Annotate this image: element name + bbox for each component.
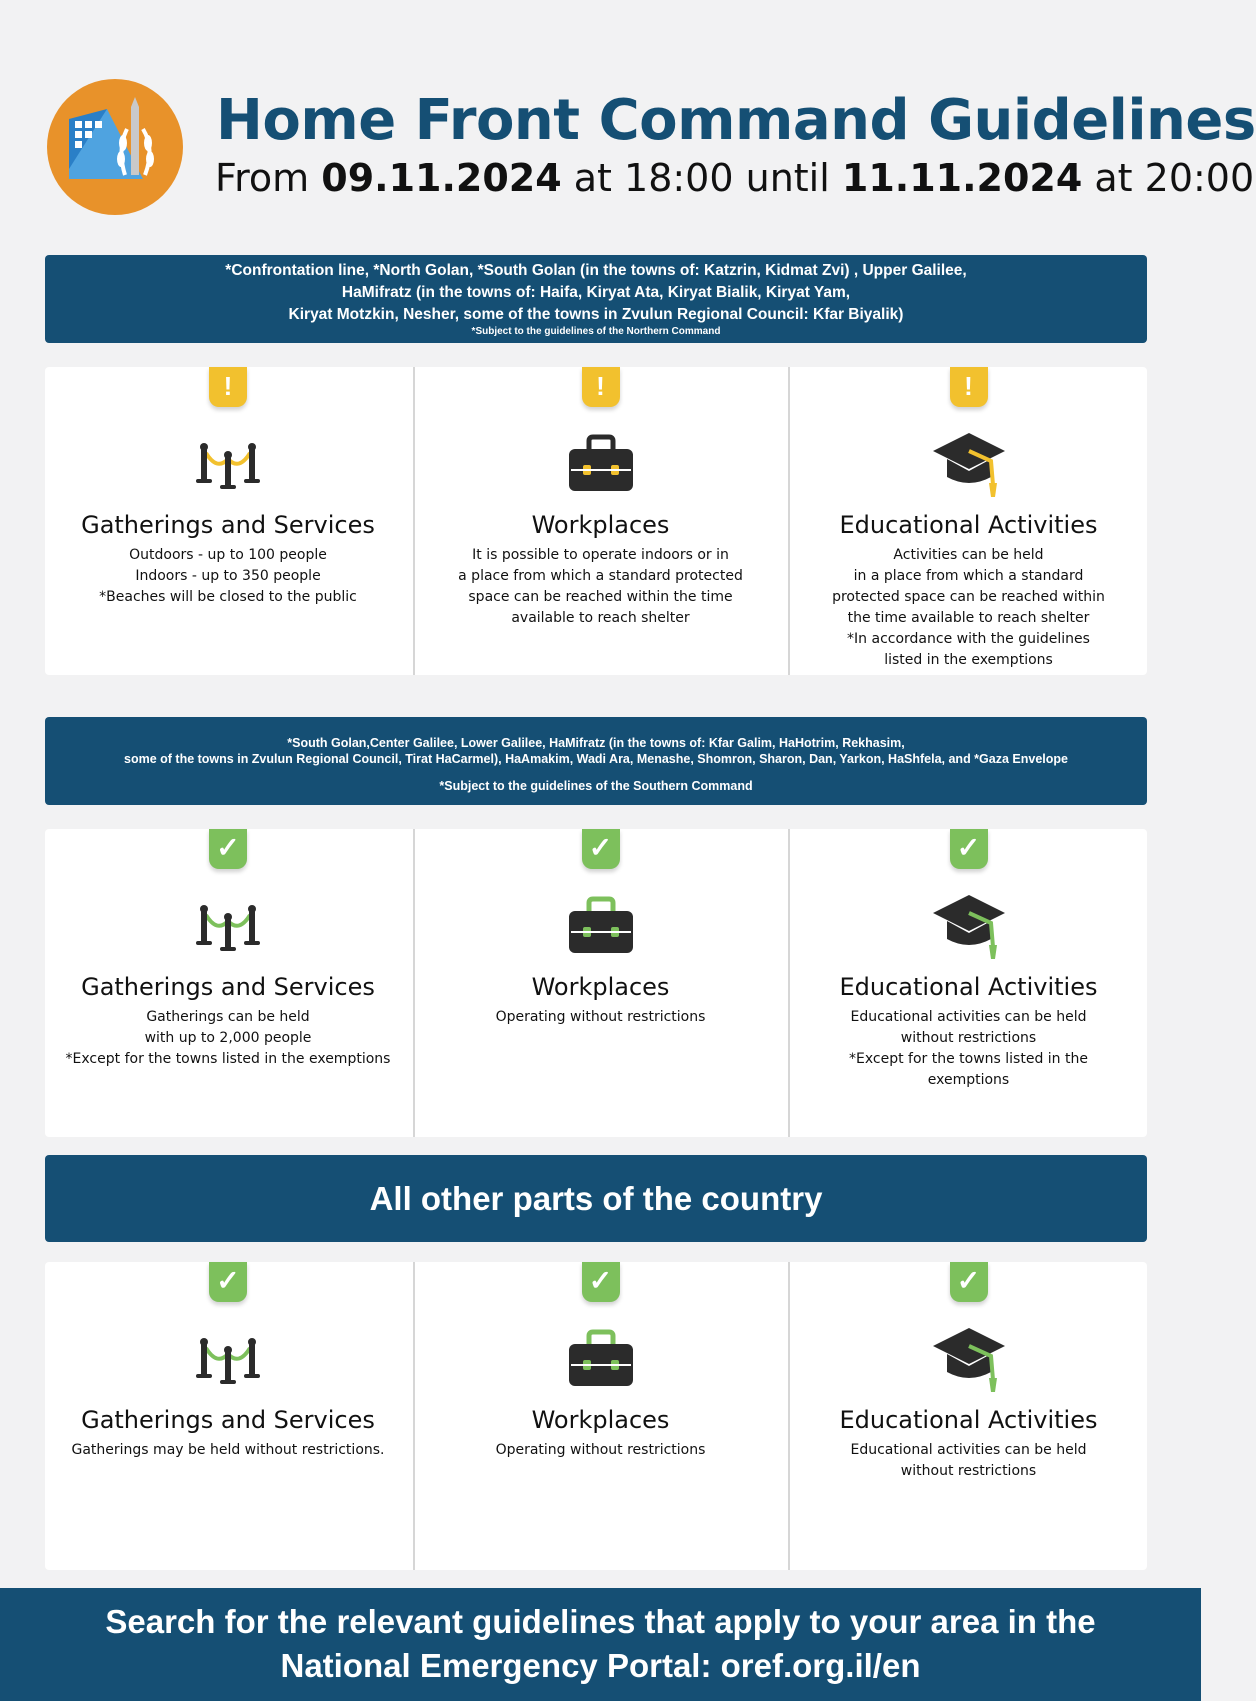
gatherings-card (45, 367, 411, 675)
card-text-line: without restrictions (900, 1463, 1037, 1479)
graduation-cap-icon (929, 887, 1009, 967)
graduation-cap-icon (929, 425, 1009, 505)
card-text-line: Gatherings may be held without restrictions. (71, 1442, 385, 1458)
card-text-line: Educational activities can be held (850, 1442, 1087, 1458)
card-title: Workplaces (531, 1406, 670, 1434)
card-text-line: Activities can be held (893, 547, 1044, 563)
date-range (215, 156, 1254, 200)
stanchion-rope-icon (188, 887, 268, 967)
check-tag-icon: ✓ (209, 1262, 247, 1302)
check-tag-icon: ✓ (950, 829, 988, 869)
briefcase-icon (561, 1320, 641, 1400)
card-text-line: *Except for the towns listed in the exemptions (65, 1051, 391, 1067)
graduation-cap-icon (929, 1320, 1009, 1400)
card-text (55, 1440, 401, 1461)
card-text (55, 545, 401, 608)
card-title: Workplaces (531, 973, 670, 1001)
check-tag-icon: ✓ (582, 1262, 620, 1302)
card-text (800, 1007, 1137, 1091)
card-title: Educational Activities (839, 511, 1098, 539)
zone1-banner (45, 255, 1147, 343)
card-title: Gatherings and Services (81, 511, 375, 539)
workplaces-card (413, 367, 786, 675)
card-text (425, 545, 776, 629)
card-text-line: It is possible to operate indoors or in (472, 547, 729, 563)
zone2-cards (45, 829, 1147, 1137)
zone1-line: *Confrontation line, *North Golan, *South Golan (in the towns of: Katzrin, Kidmat Zvi) , Upper Galilee, (225, 262, 967, 279)
zone2-banner (45, 717, 1147, 805)
warning-tag-icon: ! (582, 367, 620, 407)
card-title: Gatherings and Services (81, 1406, 375, 1434)
check-tag-icon: ✓ (209, 829, 247, 869)
card-text-line: listed in the exemptions (884, 652, 1053, 668)
card-text-line: *Except for the towns listed in the (849, 1051, 1088, 1067)
card-title: Gatherings and Services (81, 973, 375, 1001)
zone1-cards (45, 367, 1147, 675)
card-text-line: Indoors - up to 350 people (135, 568, 321, 584)
education-card (788, 367, 1147, 675)
briefcase-icon (561, 425, 641, 505)
card-text-line: Gatherings can be held (146, 1009, 310, 1025)
card-text-line: without restrictions (900, 1030, 1037, 1046)
workplaces-card (413, 1262, 786, 1570)
education-card (788, 1262, 1147, 1570)
gatherings-card (45, 829, 411, 1137)
card-text-line: available to reach shelter (511, 610, 690, 626)
card-title: Workplaces (531, 511, 670, 539)
zone2-note: *Subject to the guidelines of the Southern Command (439, 779, 753, 793)
card-text-line: with up to 2,000 people (144, 1030, 312, 1046)
header (0, 0, 1256, 240)
footer-link-text[interactable]: National Emergency Portal: oref.org.il/en (280, 1647, 921, 1684)
card-title: Educational Activities (839, 973, 1098, 1001)
card-text-line: protected space can be reached within (832, 589, 1105, 605)
until-date: 11.11.2024 (841, 156, 1083, 200)
card-text (800, 1440, 1137, 1482)
card-text-line: Operating without restrictions (495, 1009, 706, 1025)
home-front-command-logo (47, 79, 183, 215)
card-title: Educational Activities (839, 1406, 1098, 1434)
page-title: Home Front Command Guidelines (216, 88, 1256, 153)
zone1-line: HaMifratz (in the towns of: Haifa, Kiryat Ata, Kiryat Bialik, Kiryat Yam, (341, 284, 851, 301)
warning-tag-icon: ! (950, 367, 988, 407)
zone1-note: *Subject to the guidelines of the Northern Command (471, 326, 721, 337)
card-text (425, 1007, 776, 1028)
card-text-line: *Beaches will be closed to the public (99, 589, 357, 605)
card-text (425, 1440, 776, 1461)
card-text (55, 1007, 401, 1070)
workplaces-card (413, 829, 786, 1137)
end-time-label: at 20:00 (1094, 156, 1255, 200)
stanchion-rope-icon (188, 1320, 268, 1400)
zone3-cards (45, 1262, 1147, 1570)
card-text-line: the time available to reach shelter (847, 610, 1090, 626)
card-text-line: in a place from which a standard (853, 568, 1084, 584)
card-text-line: Operating without restrictions (495, 1442, 706, 1458)
stanchion-rope-icon (188, 425, 268, 505)
from-date: 09.11.2024 (321, 156, 562, 200)
check-tag-icon: ✓ (950, 1262, 988, 1302)
zone2-line: some of the towns in Zvulun Regional Council, Tirat HaCarmel), HaAmakim, Wadi Ara, Menashe, Shomron, Sharon, Dan, Yarkon, HaShfela, and *Gaza Envelope (124, 752, 1068, 766)
education-card (788, 829, 1147, 1137)
zone2-line: *South Golan,Center Galilee, Lower Galilee, HaMifratz (in the towns of: Kfar Galim, HaHotrim, Rekhasim, (287, 736, 905, 750)
card-text-line: space can be reached within the time (468, 589, 733, 605)
warning-tag-icon: ! (209, 367, 247, 407)
card-text-line: *In accordance with the guidelines (847, 631, 1090, 647)
card-text-line: Outdoors - up to 100 people (129, 547, 327, 563)
time-until-label: at 18:00 until (573, 156, 830, 200)
zone3-banner: All other parts of the country (45, 1155, 1147, 1242)
card-text-line: a place from which a standard protected (458, 568, 743, 584)
footer-banner (0, 1588, 1201, 1701)
briefcase-icon (561, 887, 641, 967)
gatherings-card (45, 1262, 411, 1570)
check-tag-icon: ✓ (582, 829, 620, 869)
card-text (800, 545, 1137, 671)
zone1-line: Kiryat Motzkin, Nesher, some of the towns in Zvulun Regional Council: Kfar Biyalik) (288, 306, 904, 323)
footer-line: Search for the relevant guidelines that apply to your area in the (105, 1603, 1096, 1640)
card-text-line: Educational activities can be held (850, 1009, 1087, 1025)
from-label: From (215, 156, 310, 200)
card-text-line: exemptions (927, 1072, 1010, 1088)
